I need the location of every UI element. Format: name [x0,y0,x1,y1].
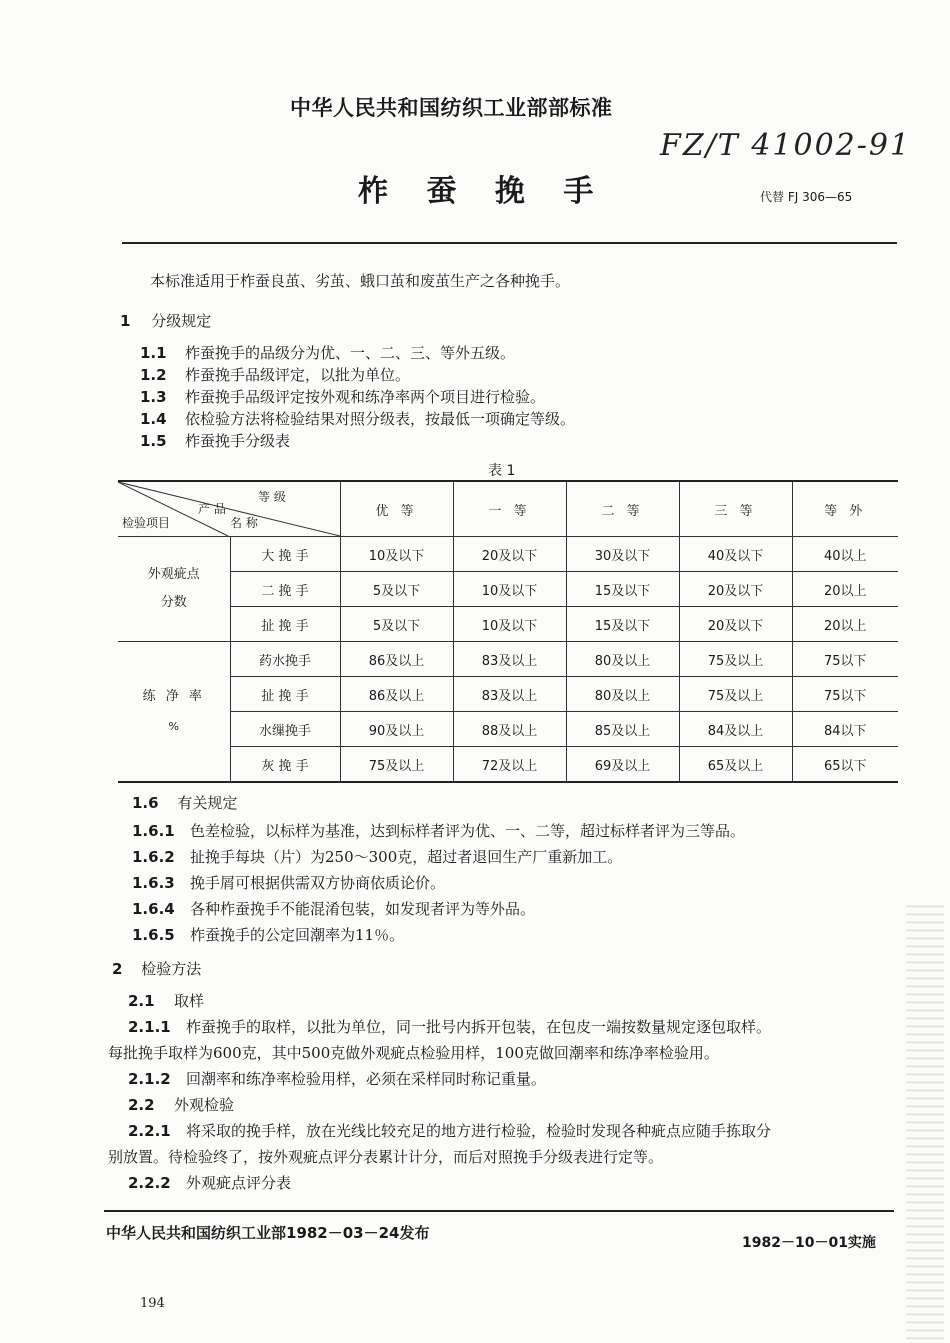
section-number: 1 [120,312,131,330]
clause-text: 色差检验，以标样为基准，达到标样者评为优、一、二等，超过标样者评为三等品。 [190,822,746,840]
page-number: 194 [140,1296,165,1311]
section-title: 分级规定 [151,312,212,330]
clause-continuation: 别放置。待检验终了，按外观疵点评分表累计计分，而后对照挽手分级表进行定等。 [108,1148,664,1166]
clause-number: 1.1 [140,344,167,362]
table-cell: 69及以上 [566,747,679,783]
product-name: 灰 挽 手 [230,747,340,783]
section-1-heading [120,310,211,331]
clause-text: 柞蚕挽手品级评定，以批为单位。 [185,366,411,384]
document-title: 柞 蚕 挽 手 [358,174,608,209]
table-cell: 84以下 [792,712,898,747]
subsection [108,988,888,1014]
table-row [118,677,898,712]
clause-text: 柞蚕挽手的取样，以批为单位，同一批号内拆开包装，在包皮一端按数量规定逐包取样。 [186,1018,772,1036]
clause-number: 1.6.3 [132,874,175,892]
product-name: 扯 挽 手 [230,677,340,712]
product-name: 水缫挽手 [230,712,340,747]
table-cell: 5及以下 [340,572,453,607]
clause-text: 依检验方法将检验结果对照分级表，按最低一项确定等级。 [185,410,576,428]
clause [132,896,745,922]
clause-number: 2.1.2 [128,1070,171,1088]
issuer-title: 中华人民共和国纺织工业部部标准 [290,95,613,120]
table-cell: 75以下 [792,677,898,712]
clause-number: 1.2 [140,366,167,384]
clause-text: 各种柞蚕挽手不能混淆包装，如发现者评为等外品。 [190,900,536,918]
table-cell: 75及以上 [340,747,453,783]
group-label-line: 练 净 率 [142,688,205,704]
grading-table [118,480,898,783]
clause-text: 回潮率和练净率检验用样，必须在采样同时称记重量。 [186,1070,547,1088]
group-label-line: 分数 [160,595,187,610]
table-cell: 20及以下 [679,572,792,607]
standard-code: FZ/T 41002-91 [660,128,912,163]
clause [108,1014,888,1040]
clause [132,922,745,948]
table-cell: 80及以上 [566,642,679,677]
section-1-6-items [132,818,745,948]
corner-name-label: 名 称 [230,516,258,530]
corner-grade-label: 等 级 [258,490,286,504]
corner-cell [118,481,340,537]
grade-header: 三 等 [679,481,792,537]
clause-number: 1.4 [140,410,167,428]
table-cell: 90及以上 [340,712,453,747]
clause-text: 扯挽手每块（片）为250～300克，超过者退回生产厂重新加工。 [190,848,623,866]
clause-number: 2.2.1 [128,1122,171,1140]
clause [132,870,745,896]
header-rule [122,242,897,244]
product-name: 药水挽手 [230,642,340,677]
clause [108,1170,888,1196]
table-cell: 15及以下 [566,607,679,642]
grade-header: 二 等 [566,481,679,537]
clause [108,1066,888,1092]
clause-text: 将采取的挽手样，放在光线比较充足的地方进行检验，检验时发现各种疵点应随手拣取分 [186,1122,772,1140]
subsection [108,1092,888,1118]
table-cell: 20及以下 [453,537,566,572]
product-name: 扯 挽 手 [230,607,340,642]
section-2-heading [112,958,201,979]
group-label-appearance [118,537,230,642]
table-cell: 86及以上 [340,677,453,712]
table-cell: 83及以上 [453,677,566,712]
table-cell: 84及以上 [679,712,792,747]
table-cell: 75及以上 [679,677,792,712]
table-cell: 85及以上 [566,712,679,747]
clause-number: 2.1 [128,992,155,1010]
clause-number: 1.6.5 [132,926,175,944]
clause-text: 挽手屑可根据供需双方协商依质论价。 [190,874,446,892]
group-label-line: 外观疵点 [147,567,200,582]
table-header-row [118,481,898,537]
corner-product-label: 产 品 [198,502,226,516]
table-row [118,712,898,747]
clause-text: 柞蚕挽手品级评定按外观和练净率两个项目进行检验。 [185,388,546,406]
table-caption: 表 1 [488,463,516,479]
section-title: 有关规定 [177,794,238,812]
section-1-items [140,340,575,454]
publish-info: 中华人民共和国纺织工业部1982－03－24发布 [106,1224,430,1242]
clause [132,818,745,844]
table-cell: 75及以上 [679,642,792,677]
clause-continuation: 每批挽手取样为600克，其中500克做外观疵点检验用样，100克做回潮率和练净率检验用。 [108,1044,719,1062]
clause-text: 柞蚕挽手的公定回潮率为11％。 [190,926,405,944]
table-cell: 83及以上 [453,642,566,677]
effective-date: 1982－10－01实施 [742,1235,876,1251]
clause-number: 2.1.1 [128,1018,171,1036]
clause-text: 柞蚕挽手分级表 [185,432,291,450]
table-cell: 10及以下 [453,607,566,642]
clause-number: 1.6.4 [132,900,175,918]
table-cell: 72及以上 [453,747,566,783]
table-cell: 65以下 [792,747,898,783]
clause-text: 外观检验 [174,1096,235,1114]
table-cell: 10及以下 [340,537,453,572]
corner-item-label: 检验项目 [122,516,171,530]
product-name: 大 挽 手 [230,537,340,572]
table-cell: 80及以上 [566,677,679,712]
clause-text: 柞蚕挽手的品级分为优、一、二、三、等外五级。 [185,344,516,362]
clause-text: 取样 [174,992,205,1010]
grade-header: 优 等 [340,481,453,537]
table-row [118,642,898,677]
replaces-note: 代替 FJ 306—65 [760,190,853,204]
clause-text: 外观疵点评分表 [186,1174,292,1192]
scope-statement: 本标准适用于柞蚕良茧、劣茧、蛾口茧和废茧生产之各种挽手。 [150,272,571,290]
section-title: 检验方法 [141,960,202,978]
footer-rule [104,1210,894,1212]
table-row [118,607,898,642]
table-cell: 88及以上 [453,712,566,747]
group-label-line: % [168,719,179,733]
table-row [118,747,898,783]
table-cell: 86及以上 [340,642,453,677]
table-cell: 40以上 [792,537,898,572]
grade-header: 等 外 [792,481,898,537]
clause [108,1118,888,1144]
clause-number: 1.3 [140,388,167,406]
section-2-body [108,988,888,1196]
grade-header: 一 等 [453,481,566,537]
table-cell: 40及以下 [679,537,792,572]
product-name: 二 挽 手 [230,572,340,607]
clause-number: 2.2 [128,1096,155,1114]
clause-number: 2.2.2 [128,1174,171,1192]
table-cell: 5及以下 [340,607,453,642]
section-number: 2 [112,960,123,978]
group-label-yield [118,642,230,783]
table-row [118,537,898,572]
table-cell: 20及以下 [679,607,792,642]
section-number: 1.6 [132,794,159,812]
scan-edge-noise [906,900,944,1340]
clause-number: 1.6.2 [132,848,175,866]
table-row [118,572,898,607]
table-cell: 20以上 [792,572,898,607]
table-cell: 75以下 [792,642,898,677]
clause-number: 1.6.1 [132,822,175,840]
table-cell: 30及以下 [566,537,679,572]
table-cell: 10及以下 [453,572,566,607]
table-cell: 20以上 [792,607,898,642]
clause-number: 1.5 [140,432,167,450]
clause [132,844,745,870]
table-cell: 15及以下 [566,572,679,607]
table-cell: 65及以上 [679,747,792,783]
section-1-6-heading [132,792,237,813]
